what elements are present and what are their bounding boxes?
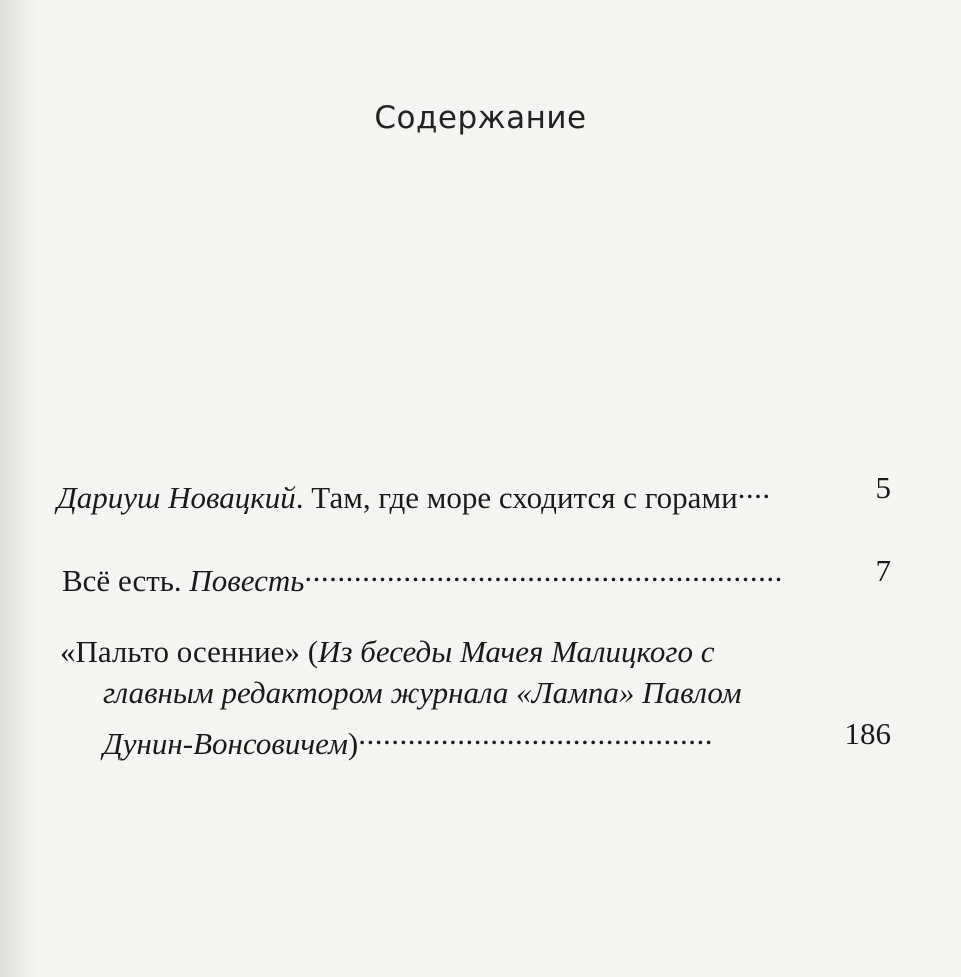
entry-genre: Повесть	[189, 563, 305, 598]
entry-author: Дариуш Новацкий	[57, 480, 296, 515]
toc-entry-3-line-3	[103, 714, 788, 764]
entry-note: главным редактором журнала «Лампа» Павлом	[103, 675, 742, 710]
entry-note: Дунин-Вонсовичем	[103, 726, 348, 761]
entry-title: Всё есть.	[62, 563, 190, 598]
entry-note: Из беседы Мачея Малицкого с	[318, 634, 715, 669]
entry-paren-open: (	[299, 634, 319, 669]
toc-entry-3-line-2	[103, 673, 742, 713]
toc-entry-1	[57, 468, 771, 518]
entry-paren-close: )	[347, 726, 359, 761]
toc-entry-2	[62, 551, 844, 601]
toc-heading: Содержание	[374, 100, 587, 136]
entry-page-number: 5	[875, 470, 891, 505]
entry-title: «Пальто осенние»	[60, 634, 300, 669]
dot-leader: ...........................................	[358, 716, 713, 751]
toc-entry-3-line-1	[60, 632, 714, 672]
entry-page-number: 186	[844, 716, 891, 751]
entry-page-number: 7	[875, 553, 891, 588]
dot-leader: ....	[737, 470, 771, 505]
page-edge-shadow	[0, 0, 40, 977]
entry-title: Там, где море сходится с горами	[303, 480, 738, 515]
entry-separator: .	[295, 480, 304, 515]
dot-leader: ..........................................................	[304, 553, 783, 588]
